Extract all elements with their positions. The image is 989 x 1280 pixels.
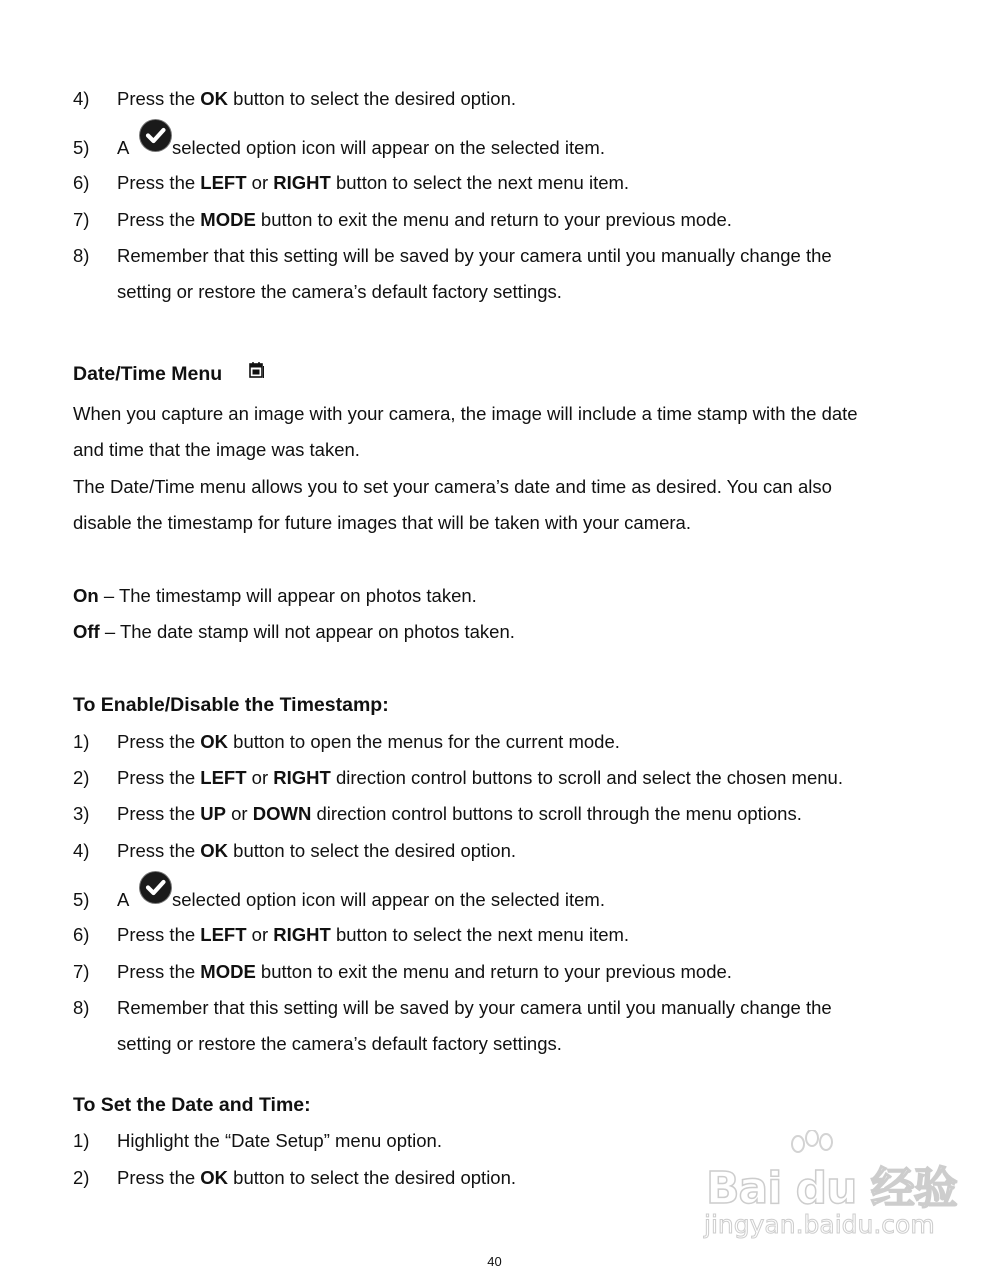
list-number: 5) bbox=[73, 137, 90, 158]
list-text: A bbox=[117, 137, 130, 158]
button-name: UP bbox=[200, 803, 226, 824]
paragraph-line: When you capture an image with your camera, the image will include a time stamp with the date bbox=[73, 403, 858, 424]
text-run: or bbox=[246, 172, 274, 193]
list-text bbox=[117, 209, 732, 231]
text-run: direction control buttons to scroll through the menu options. bbox=[311, 803, 802, 824]
option-label: Off bbox=[73, 621, 100, 642]
baidu-watermark bbox=[700, 1130, 957, 1242]
list-number: 8) bbox=[73, 245, 90, 266]
calendar-icon bbox=[248, 360, 266, 380]
option-off bbox=[73, 621, 515, 643]
text-run: Press the bbox=[117, 840, 201, 861]
button-name: RIGHT bbox=[273, 172, 331, 193]
text-run: Press the bbox=[117, 88, 201, 109]
button-name: DOWN bbox=[252, 803, 312, 824]
button-name: LEFT bbox=[200, 924, 247, 945]
list-number: 6) bbox=[73, 924, 90, 945]
text-run: Press the bbox=[117, 209, 201, 230]
button-name: RIGHT bbox=[273, 924, 331, 945]
list-number: 4) bbox=[73, 88, 90, 109]
text-run: button to select the desired option. bbox=[228, 88, 517, 109]
text-run: button to exit the menu and return to your previous mode. bbox=[255, 209, 732, 230]
text-run: Press the bbox=[117, 172, 201, 193]
text-run: Highlight the “Date Setup” menu option. bbox=[117, 1130, 442, 1151]
text-run: button to select the next menu item. bbox=[330, 172, 630, 193]
list-text-continued: setting or restore the camera’s default factory settings. bbox=[117, 1033, 562, 1054]
list-number: 4) bbox=[73, 840, 90, 861]
list-number: 3) bbox=[73, 803, 90, 824]
list-number: 8) bbox=[73, 997, 90, 1018]
button-name: OK bbox=[200, 840, 229, 861]
section-heading: Date/Time Menu bbox=[73, 363, 223, 385]
text-run: button to select the next menu item. bbox=[330, 924, 630, 945]
option-on bbox=[73, 585, 477, 607]
text-run: Press the bbox=[117, 924, 201, 945]
list-number: 2) bbox=[73, 1167, 90, 1188]
list-number: 2) bbox=[73, 767, 90, 788]
text-run: Remember that this setting will be saved by your camera until you manually change the bbox=[117, 245, 832, 266]
text-run: button to select the desired option. bbox=[228, 1167, 517, 1188]
text-run: Press the bbox=[117, 1167, 201, 1188]
list-text bbox=[117, 997, 832, 1019]
list-number: 1) bbox=[73, 731, 90, 752]
text-run: Press the bbox=[117, 767, 201, 788]
text-run: button to open the menus for the current mode. bbox=[228, 731, 620, 752]
list-text: A bbox=[117, 889, 130, 910]
button-name: LEFT bbox=[200, 172, 247, 193]
paragraph-line: disable the timestamp for future images that will be taken with your camera. bbox=[73, 512, 691, 533]
button-name: LEFT bbox=[200, 767, 247, 788]
list-text bbox=[117, 88, 516, 110]
list-text bbox=[117, 767, 843, 789]
button-name: OK bbox=[200, 1167, 229, 1188]
list-number: 7) bbox=[73, 961, 90, 982]
checkmark-icon bbox=[140, 872, 171, 903]
list-number: 5) bbox=[73, 889, 90, 910]
text-run: button to exit the menu and return to your previous mode. bbox=[255, 961, 732, 982]
text-run: Remember that this setting will be saved by your camera until you manually change the bbox=[117, 997, 832, 1018]
list-text bbox=[117, 961, 732, 983]
button-name: MODE bbox=[200, 209, 256, 230]
text-run: or bbox=[246, 767, 274, 788]
checkmark-icon bbox=[140, 120, 171, 151]
list-text bbox=[117, 172, 629, 194]
list-text: selected option icon will appear on the selected item. bbox=[172, 137, 605, 158]
option-text: – The date stamp will not appear on photos taken. bbox=[99, 621, 515, 642]
list-text-continued: setting or restore the camera’s default factory settings. bbox=[117, 281, 562, 302]
button-name: OK bbox=[200, 88, 229, 109]
paragraph-line: The Date/Time menu allows you to set your camera’s date and time as desired. You can also bbox=[73, 476, 832, 497]
text-run: or bbox=[226, 803, 253, 824]
text-run: Press the bbox=[117, 961, 201, 982]
list-text bbox=[117, 245, 832, 267]
watermark-url: jingyan.baidu.com bbox=[704, 1210, 935, 1239]
subsection-heading: To Enable/Disable the Timestamp: bbox=[73, 694, 389, 716]
page-number: 40 bbox=[487, 1254, 502, 1269]
list-text bbox=[117, 1167, 516, 1189]
list-text bbox=[117, 731, 620, 753]
text-run: or bbox=[246, 924, 274, 945]
subsection-heading: To Set the Date and Time: bbox=[73, 1094, 311, 1116]
button-name: RIGHT bbox=[273, 767, 331, 788]
list-text bbox=[117, 803, 802, 825]
button-name: MODE bbox=[200, 961, 256, 982]
text-run: Press the bbox=[117, 731, 201, 752]
button-name: OK bbox=[200, 731, 229, 752]
list-number: 7) bbox=[73, 209, 90, 230]
list-number: 6) bbox=[73, 172, 90, 193]
list-text: selected option icon will appear on the selected item. bbox=[172, 889, 605, 910]
option-label: On bbox=[73, 585, 99, 606]
text-run: direction control buttons to scroll and select the chosen menu. bbox=[330, 767, 843, 788]
list-number: 1) bbox=[73, 1130, 90, 1151]
list-text bbox=[117, 1130, 442, 1152]
watermark-text: Bai du 经验 bbox=[706, 1163, 957, 1214]
option-text: – The timestamp will appear on photos taken. bbox=[98, 585, 477, 606]
list-text bbox=[117, 840, 516, 862]
paragraph-line: and time that the image was taken. bbox=[73, 439, 360, 460]
text-run: Press the bbox=[117, 803, 201, 824]
list-text bbox=[117, 924, 629, 946]
text-run: button to select the desired option. bbox=[228, 840, 517, 861]
